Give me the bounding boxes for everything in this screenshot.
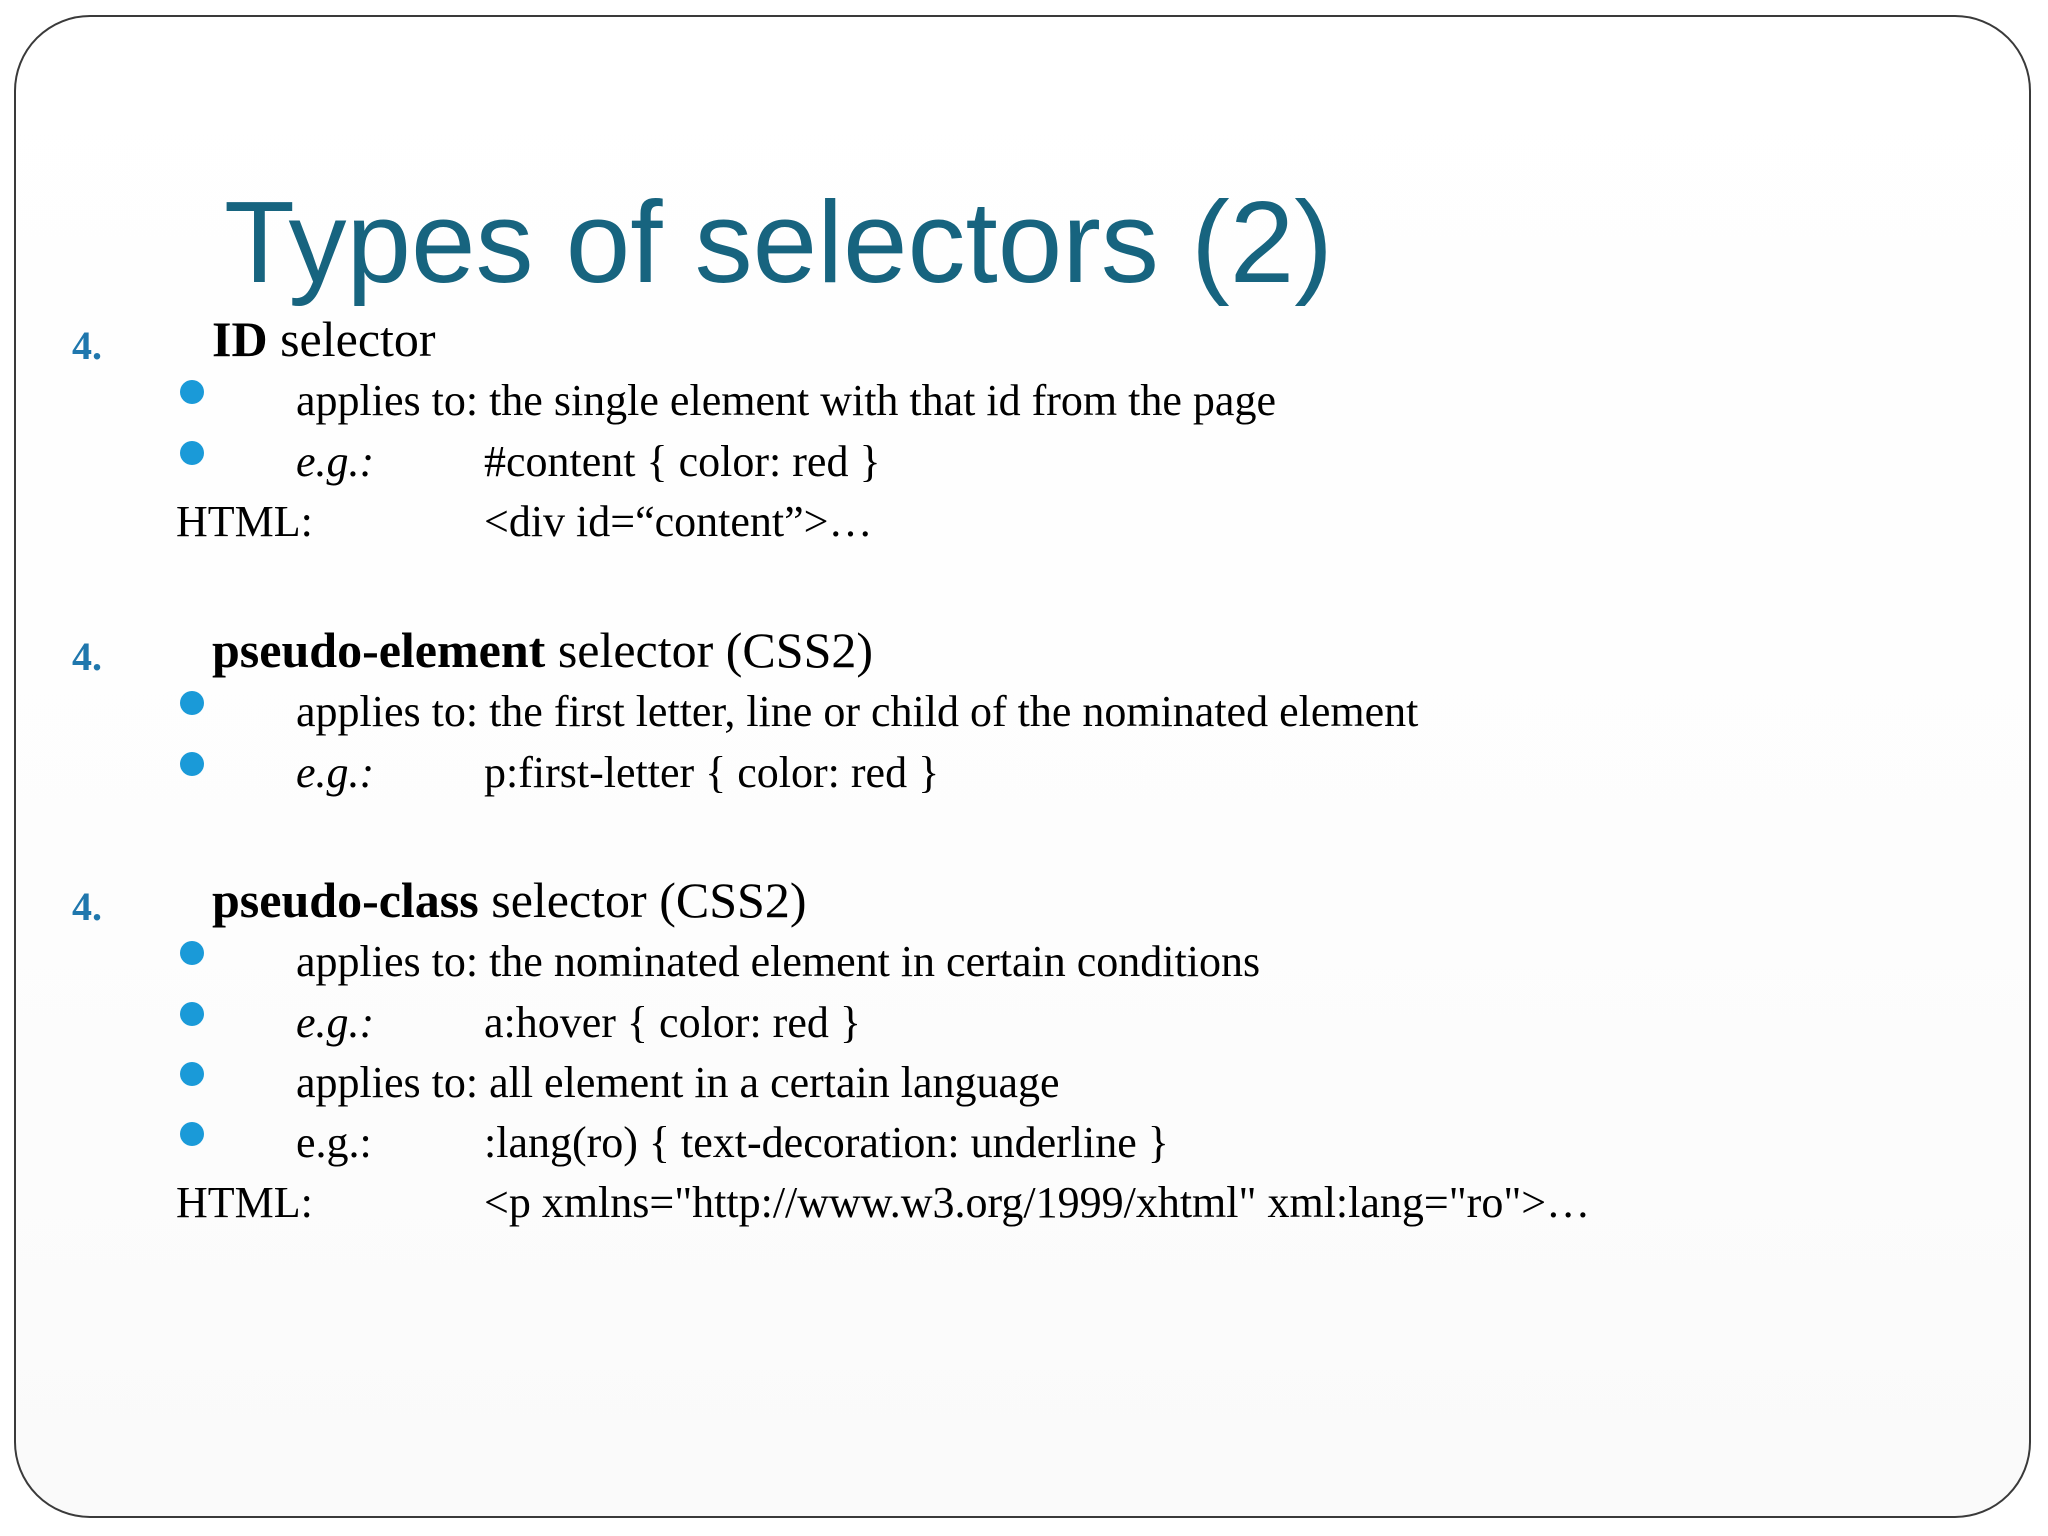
example-code: #content { color: red }: [484, 437, 881, 486]
example-label: e.g.:: [296, 998, 375, 1047]
bullet-item: applies to: the nominated element in certain conditions: [296, 937, 1261, 986]
section-heading-rest: selector (CSS2): [545, 622, 874, 678]
section-heading-rest: selector: [267, 311, 436, 367]
example-code: p:first-letter { color: red }: [484, 748, 940, 797]
html-label: HTML:: [176, 497, 313, 546]
example-label: e.g.:: [296, 748, 375, 797]
bullet-icon: [180, 380, 204, 404]
section-heading: [212, 621, 873, 679]
bullet-item: applies to: the single element with that id from the page: [296, 376, 1276, 425]
html-label: HTML:: [176, 1178, 313, 1227]
section-heading: [212, 871, 806, 929]
section-heading-term: pseudo-class: [212, 872, 479, 928]
bullet-item: applies to: all element in a certain language: [296, 1058, 1060, 1107]
example-code: a:hover { color: red }: [484, 998, 861, 1047]
section-heading: [212, 310, 436, 368]
bullet-icon: [180, 752, 204, 776]
bullet-icon: [180, 1062, 204, 1086]
html-code: <div id=“content”>…: [484, 497, 873, 546]
section-heading-term: ID: [212, 311, 268, 367]
slide-title: Types of selectors (2): [224, 177, 1333, 307]
example-label: e.g.:: [296, 1118, 372, 1167]
section-heading-rest: selector (CSS2): [478, 872, 807, 928]
bullet-item: applies to: the first letter, line or child of the nominated element: [296, 687, 1419, 736]
bullet-icon: [180, 441, 204, 465]
bullet-icon: [180, 941, 204, 965]
section-number: 4.: [72, 634, 102, 679]
bullet-icon: [180, 691, 204, 715]
example-code: :lang(ro) { text-decoration: underline }: [484, 1118, 1169, 1167]
section-number: 4.: [72, 884, 102, 929]
section-heading-term: pseudo-element: [212, 622, 546, 678]
bullet-icon: [180, 1122, 204, 1146]
section-number: 4.: [72, 323, 102, 368]
example-label: e.g.:: [296, 437, 375, 486]
bullet-icon: [180, 1002, 204, 1026]
html-code: <p xmlns="http://www.w3.org/1999/xhtml" xml:lang="ro">…: [484, 1178, 1591, 1227]
